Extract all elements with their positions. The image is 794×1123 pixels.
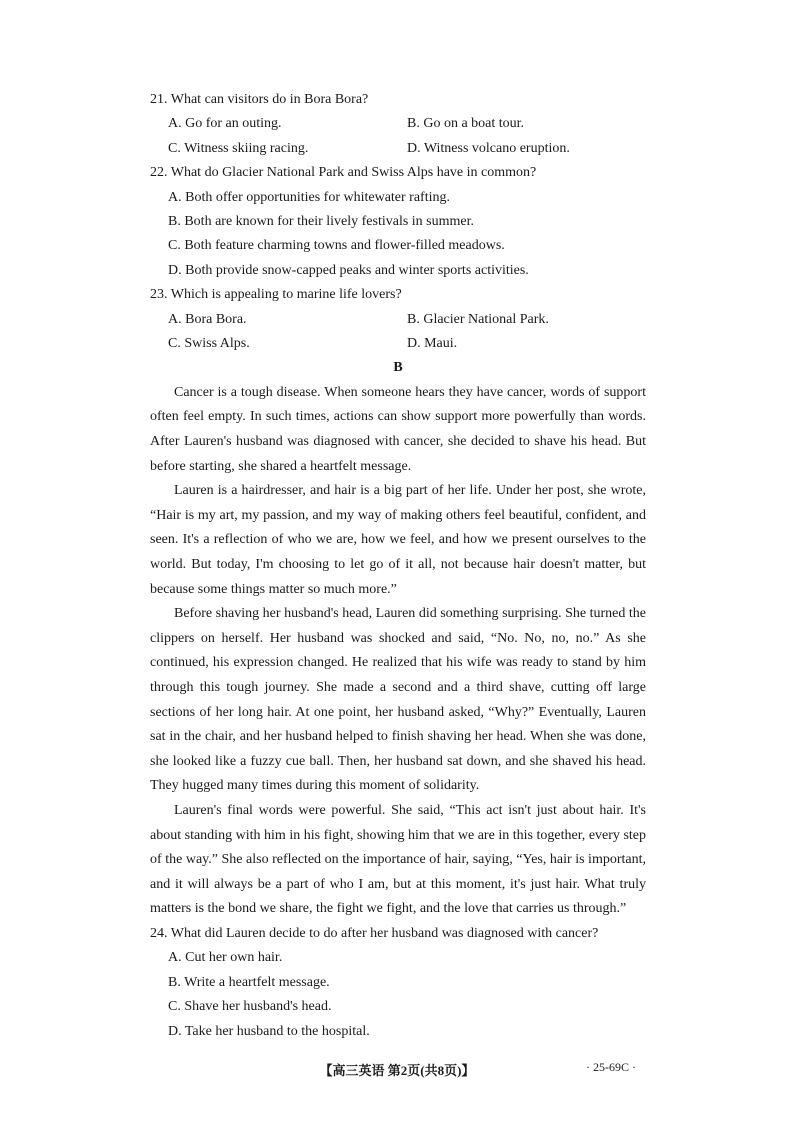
page-footer: 【高三英语 第2页(共8页)】 bbox=[319, 1063, 475, 1078]
passage-paragraph: Lauren's final words were powerful. She said, “This act isn't just about hair. It's about standing with him in his fight, showing him that we are in this together, every step of the way.” She also reflected on the importance of hair, saying, “Yes, hair is important, and it will always be a part of who I am, but at this moment, it's just hair. What truly matters is the bond we share, the fight we fight, and the love that carries us through.” bbox=[150, 802, 646, 917]
option-b: B. Glacier National Park. bbox=[407, 311, 549, 327]
option-c: C. Witness skiing racing. bbox=[168, 140, 309, 156]
question-stem: 22. What do Glacier National Park and Swiss Alps have in common? bbox=[150, 165, 537, 181]
paper-code: · 25-69C · bbox=[586, 1060, 636, 1074]
question-24 bbox=[150, 922, 646, 1044]
option-d: D. Both provide snow-capped peaks and winter sports activities. bbox=[168, 262, 529, 278]
passage-paragraph: Cancer is a tough disease. When someone hears they have cancer, words of support often feel empty. In such times, actions can show support more powerfully than words. After Lauren's husband was diagnosed with cancer, she decided to shave his head. But before starting, she shared a heartfelt message. bbox=[150, 384, 646, 474]
option-b: B. Write a heartfelt message. bbox=[168, 974, 330, 990]
reading-passage bbox=[150, 381, 646, 922]
section-label: B bbox=[393, 360, 403, 376]
question-21 bbox=[150, 88, 646, 161]
passage-paragraph: Lauren is a hairdresser, and hair is a big part of her life. Under her post, she wrote, “Hair is my art, my passion, and my way of making others feel beautiful, confident, and seen. It's a reflection of who we are, how we feel, and how we present ourselves to the world. But today, I'm choosing to let go of it all, not because hair doesn't matter, but because some things matter so much more.” bbox=[150, 483, 646, 597]
question-23 bbox=[150, 283, 646, 356]
option-b: B. Both are known for their lively festivals in summer. bbox=[168, 214, 475, 230]
question-stem: 24. What did Lauren decide to do after her husband was diagnosed with cancer? bbox=[150, 925, 599, 941]
option-d: D. Maui. bbox=[407, 336, 458, 352]
question-stem: 21. What can visitors do in Bora Bora? bbox=[150, 92, 369, 107]
option-a: A. Bora Bora. bbox=[168, 311, 247, 327]
content-area bbox=[150, 88, 646, 1044]
option-c: C. Swiss Alps. bbox=[168, 336, 250, 352]
option-c: C. Both feature charming towns and flower-filled meadows. bbox=[168, 238, 505, 254]
option-b: B. Go on a boat tour. bbox=[407, 116, 525, 132]
option-a: A. Both offer opportunities for whitewater rafting. bbox=[168, 189, 451, 205]
option-a: A. Cut her own hair. bbox=[168, 950, 283, 966]
option-d: D. Witness volcano eruption. bbox=[407, 140, 570, 156]
question-stem: 23. Which is appealing to marine life lovers? bbox=[150, 287, 402, 303]
option-a: A. Go for an outing. bbox=[168, 116, 282, 132]
option-d: D. Take her husband to the hospital. bbox=[168, 1023, 370, 1039]
option-c: C. Shave her husband's head. bbox=[168, 999, 332, 1015]
passage-paragraph: Before shaving her husband's head, Lauren did something surprising. She turned the clippers on herself. Her husband was shocked and said, “No. No, no, no.” As she continued, his expression changed. He realized that his wife was ready to stand by him through this tough journey. She made a second and a third shave, cutting off large sections of her long hair. At one point, her husband asked, “Why?” Eventually, Lauren sat in the chair, and her husband helped to finish shaving her head. When she was done, she looked like a fuzzy cue ball. Then, her husband sat down, and she shaved his head. They hugged many times during this moment of solidarity. bbox=[150, 606, 646, 794]
question-22 bbox=[150, 161, 646, 283]
